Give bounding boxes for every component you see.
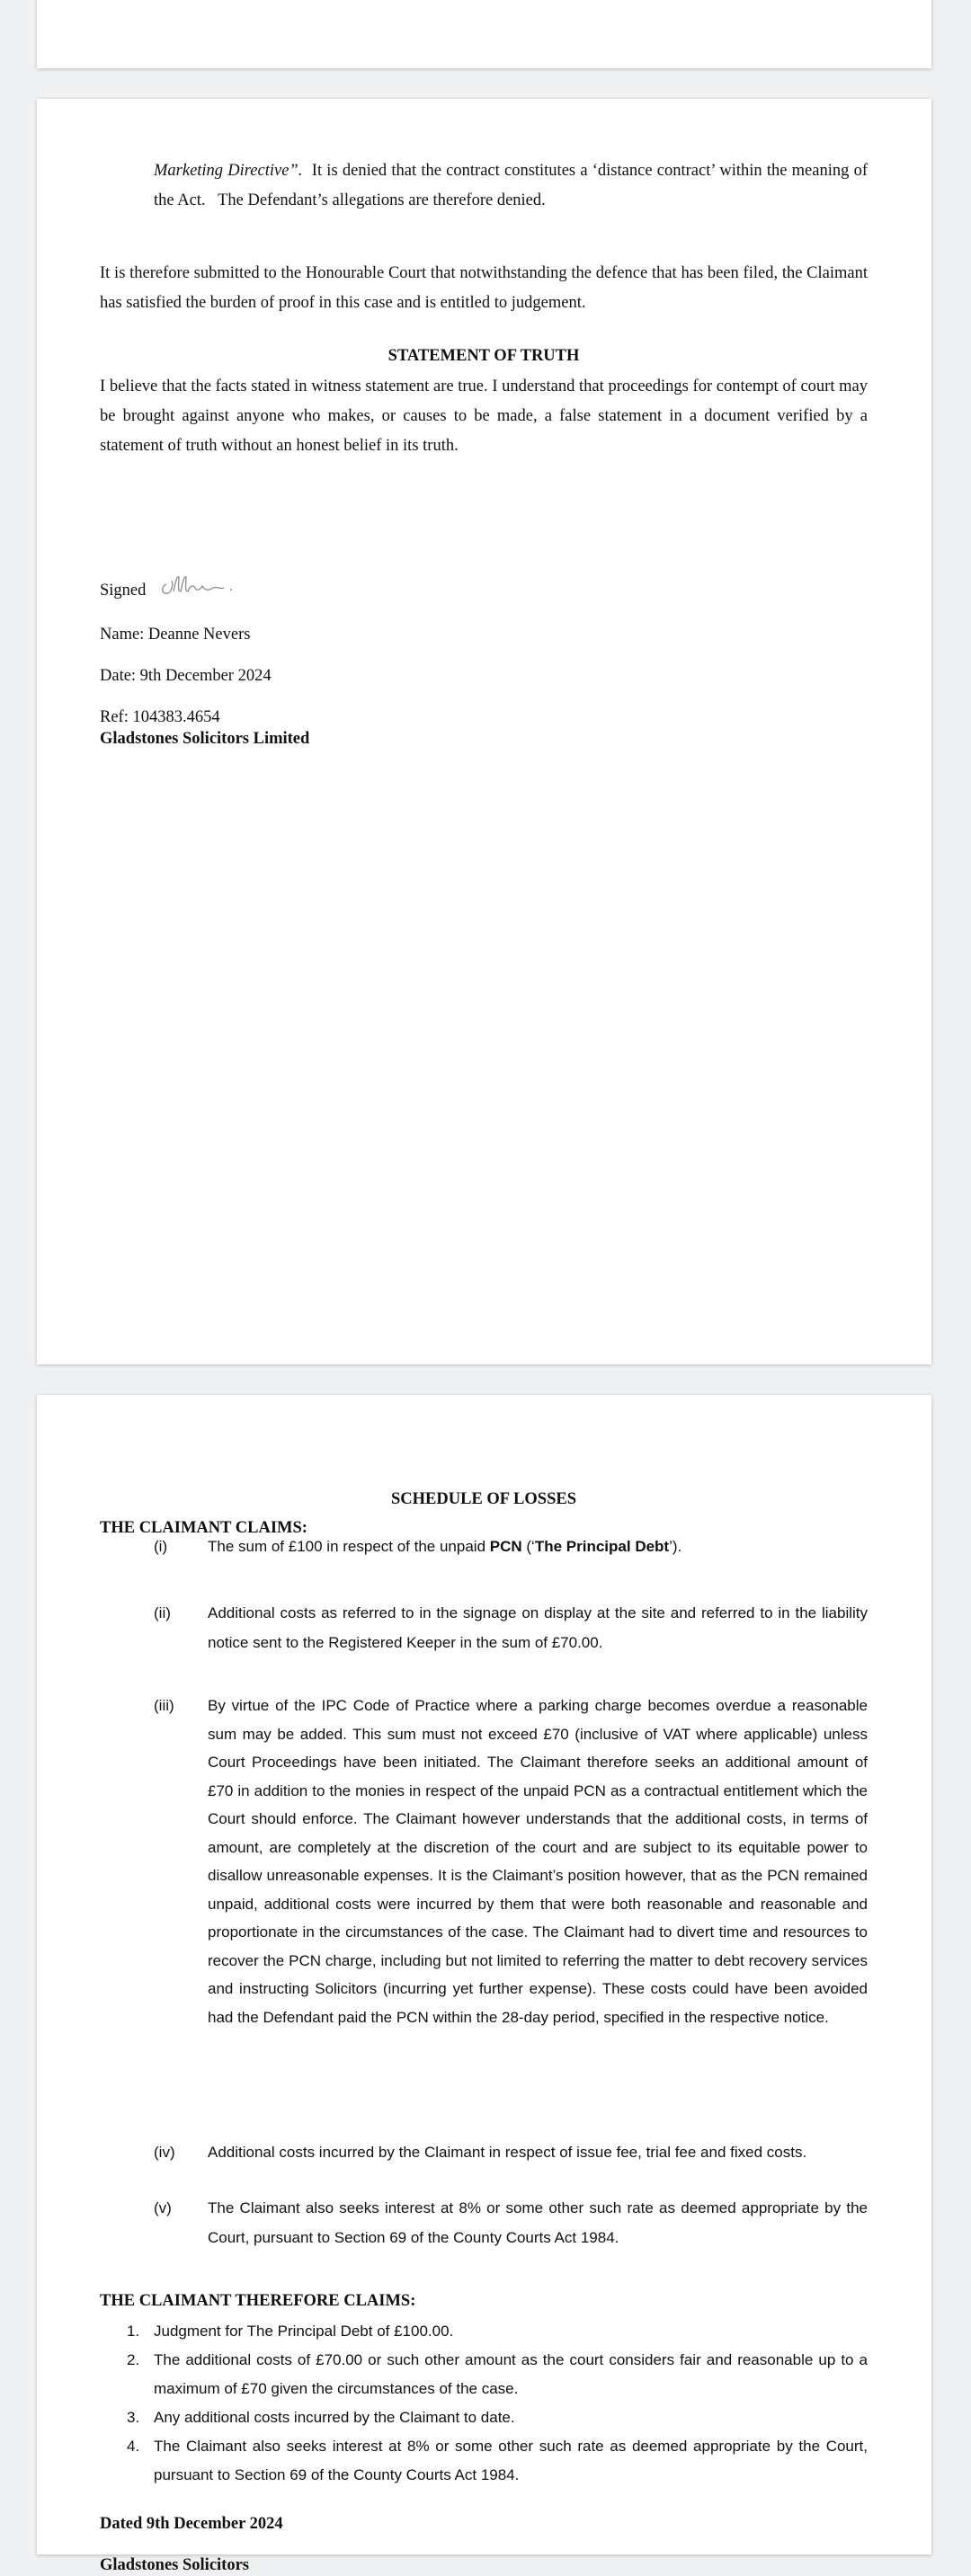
- numbered-item-text: The additional costs of £70.00 or such other amount as the court considers fair and reasonable up to a maximum of £70 given the circumstances of the case.: [154, 2351, 868, 2397]
- firm-name: Gladstones Solicitors: [100, 2556, 249, 2574]
- item-number: (v): [154, 2199, 172, 2216]
- item-number: (iv): [154, 2144, 175, 2161]
- directive-rest: It is denied that the contract constitutes a ‘distance contract’ within the meaning of the Act. The Defendant’s allegations are therefore denied.: [154, 162, 872, 209]
- claims-heading: THE CLAIMANT CLAIMS:: [100, 1519, 307, 1537]
- item-text-part: (‘: [521, 1538, 535, 1555]
- numbered-item-text: Judgment for The Principal Debt of £100.00.: [154, 2323, 454, 2340]
- numbered-item-text: The Claimant also seeks interest at 8% or some other such rate as deemed appropriate by the Court, pursuant to Section 69 of the County Courts Act 1984.: [154, 2438, 868, 2483]
- ref-line: Ref: 104383.4654: [100, 708, 220, 726]
- directive-italic: Marketing Directive”.: [154, 162, 303, 180]
- schedule-heading: SCHEDULE OF LOSSES: [391, 1490, 576, 1508]
- item-text-part: ’).: [669, 1538, 682, 1555]
- item-text: [208, 1532, 868, 1561]
- numbered-item-number: 1.: [127, 2323, 140, 2340]
- item-text: The Claimant also seeks interest at 8% or some other such rate as deemed appropriate by the Court, pursuant to Section 69 of the County Courts Act 1984.: [208, 2199, 868, 2246]
- item-text: Additional costs as referred to in the signage on display at the site and referred to in the liability notice sent to the Registered Keeper in the sum of £70.00.: [208, 1604, 868, 1651]
- item-text: By virtue of the IPC Code of Practice where a parking charge becomes overdue a reasonable sum may be added. This sum must not exceed £70 (inclusive of VAT where applicable) unless Court Proceedings have been initiated. The Claimant therefore seeks an additional amount of £70 in addition to the monies in respect of the unpaid PCN as a contractual entitlement which the Court should enforce. The Claimant however understands that the additional costs, in terms of amount, are completely at the discretion of the court and are subject to its equitable power to disallow unreasonable expenses. It is the Claimant’s position however, that as the PCN remained unpaid, additional costs were incurred by them that were both reasonable and reasonable and proportionate in the circumstances of the case. The Claimant had to divert time and resources to recover the PCN charge, including but not limited to referring the matter to debt recovery services and instructing Solicitors (incurring yet further expense). These costs could have been avoided had the Defendant paid the PCN within the 28-day period, specified in the respective notice.: [208, 1697, 868, 2026]
- name-line: Name: Deanne Nevers: [100, 626, 251, 644]
- principal-debt-bold: The Principal Debt: [534, 1538, 670, 1555]
- document-page-1: [37, 0, 931, 68]
- signature-image: [157, 568, 256, 604]
- numbered-item-text: Any additional costs incurred by the Claimant to date.: [154, 2409, 515, 2426]
- item-number: (i): [154, 1538, 168, 1555]
- sot-heading: STATEMENT OF TRUTH: [388, 347, 580, 365]
- firm-name: Gladstones Solicitors Limited: [100, 730, 310, 748]
- pcn-bold: PCN: [489, 1538, 522, 1555]
- numbered-item-number: 2.: [127, 2351, 140, 2368]
- document-page-3: [37, 1395, 931, 2574]
- numbered-item-number: 3.: [127, 2409, 140, 2426]
- item-text: Additional costs incurred by the Claimant in respect of issue fee, trial fee and fixed costs.: [208, 2144, 807, 2161]
- signed-label: Signed: [100, 582, 147, 600]
- item-text-part: The sum of £100 in respect of the unpaid: [208, 1538, 490, 1555]
- item-number: (iii): [154, 1697, 174, 1714]
- signature-line: [100, 568, 370, 604]
- therefore-heading: THE CLAIMANT THEREFORE CLAIMS:: [100, 2292, 416, 2310]
- directive-tail-paragraph: [154, 156, 872, 216]
- sot-text: I believe that the facts stated in witness statement are true. I understand that proceedings for contempt of court may be brought against anyone who makes, or causes to be made, a false statement in a document verified by a statement of truth without an honest belief in its truth.: [100, 378, 868, 455]
- dated-line: Dated 9th December 2024: [100, 2515, 283, 2533]
- numbered-item-number: 4.: [127, 2438, 140, 2455]
- submission-paragraph: It is therefore submitted to the Honourable Court that notwithstanding the defence that has been filed, the Claimant has satisfied the burden of proof in this case and is entitled to judgement.: [100, 264, 868, 312]
- date-line: Date: 9th December 2024: [100, 667, 272, 685]
- document-page-2: [37, 99, 931, 1364]
- item-number: (ii): [154, 1604, 171, 1621]
